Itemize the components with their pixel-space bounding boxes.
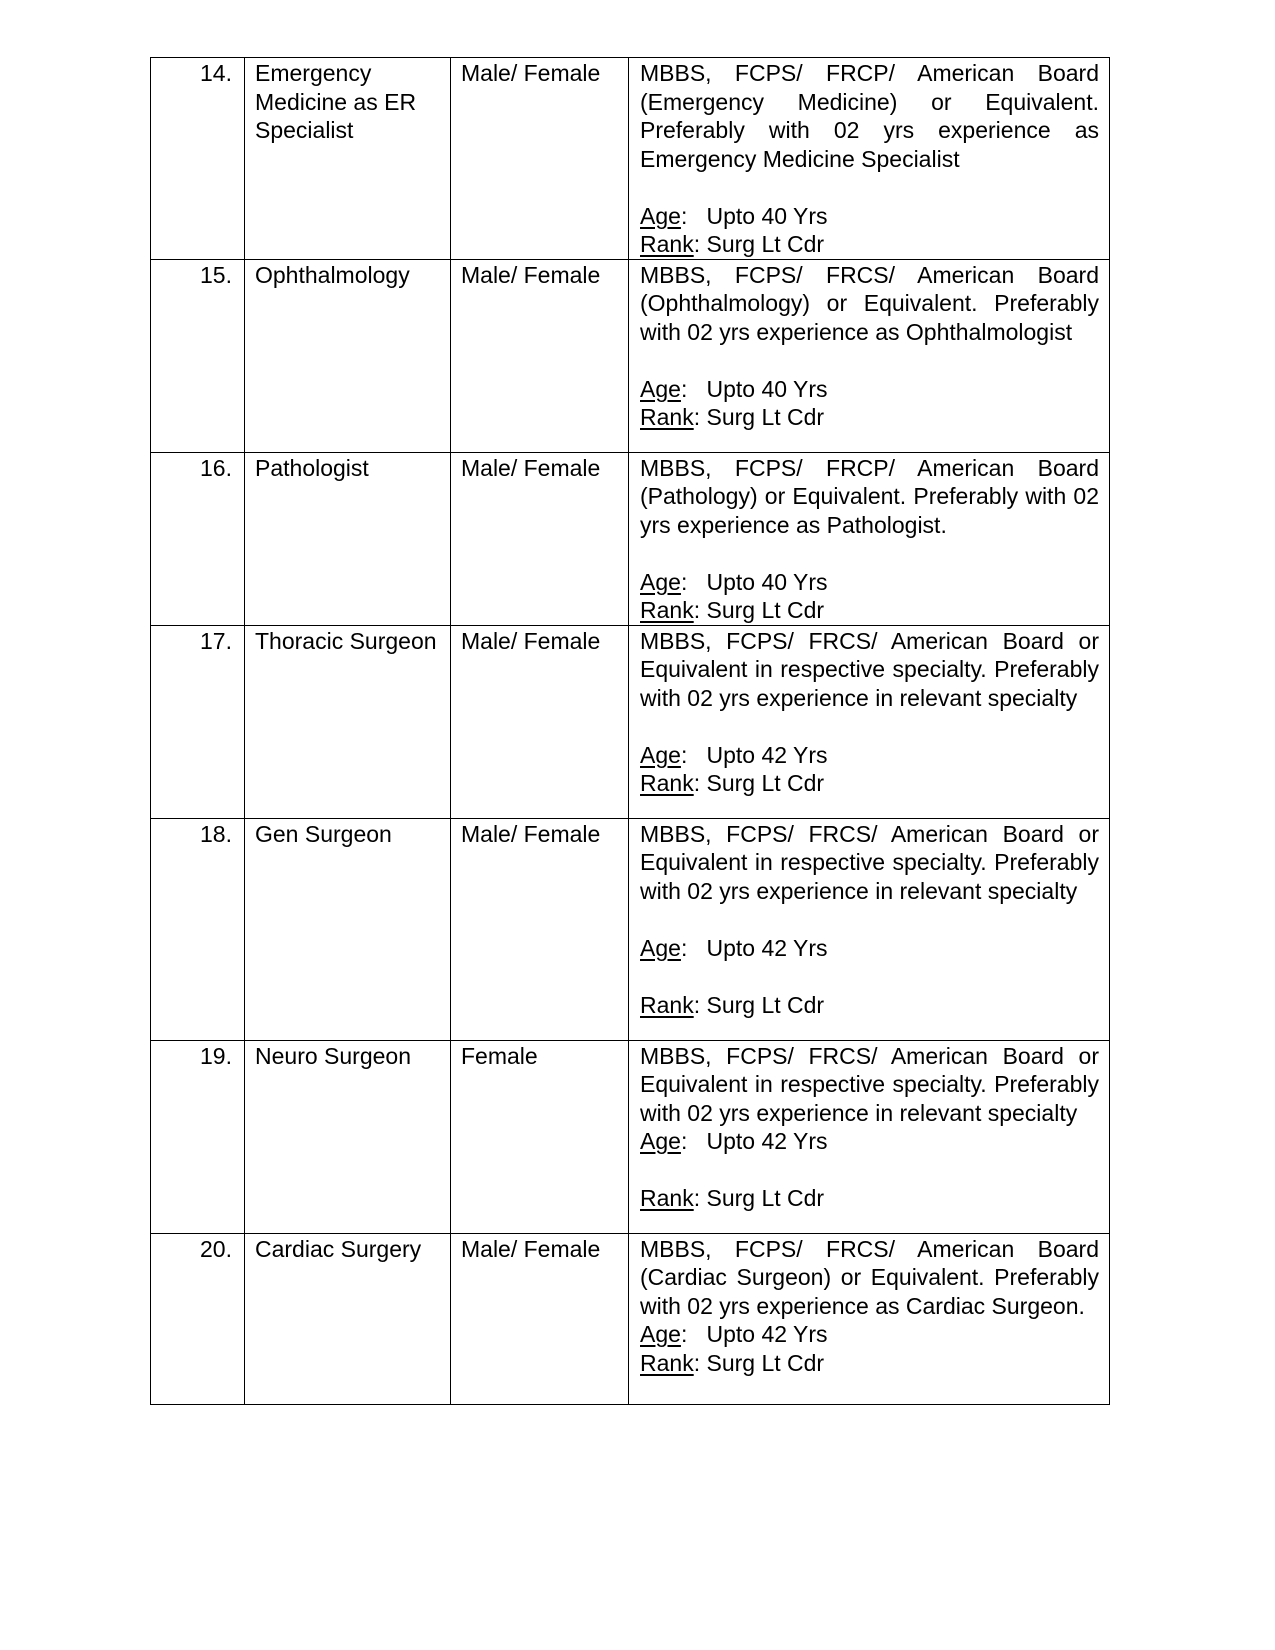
post-title: Thoracic Surgeon bbox=[245, 625, 451, 818]
gender: Female bbox=[451, 1040, 629, 1233]
qualification: MBBS, FCPS/ FRCS/ American Board (Cardiac Surgeon) or Equivalent. Preferably with 02 yrs experience as Cardiac Surgeon. bbox=[640, 1235, 1099, 1319]
rank-line: Rank: Surg Lt Cdr bbox=[640, 404, 825, 430]
gender: Male/ Female bbox=[451, 259, 629, 452]
rank-value: Surg Lt Cdr bbox=[706, 231, 825, 257]
post-title: Emergency Medicine as ER Specialist bbox=[245, 58, 451, 260]
table-row bbox=[151, 452, 1110, 625]
age-label: Age bbox=[640, 1321, 681, 1347]
serial-number: 17. bbox=[151, 625, 245, 818]
rank-value: Surg Lt Cdr bbox=[706, 597, 825, 623]
rank-line: Rank: Surg Lt Cdr bbox=[640, 991, 825, 1018]
serial-number: 20. bbox=[151, 1233, 245, 1404]
rank-label: Rank bbox=[640, 1349, 694, 1376]
rank-value: Surg Lt Cdr bbox=[706, 770, 825, 796]
requirements bbox=[629, 259, 1110, 452]
age-line: Age: Upto 40 Yrs bbox=[640, 375, 828, 402]
requirements bbox=[629, 58, 1110, 260]
table-row bbox=[151, 58, 1110, 260]
rank-label: Rank bbox=[640, 231, 694, 257]
age-label: Age bbox=[640, 934, 681, 961]
age-label: Age bbox=[640, 1128, 681, 1154]
qualification: MBBS, FCPS/ FRCP/ American Board (Emergency Medicine) or Equivalent. Preferably with 02 yrs experience as Emergency Medicine Specialist bbox=[640, 60, 1099, 172]
rank-label: Rank bbox=[640, 991, 694, 1018]
serial-number: 19. bbox=[151, 1040, 245, 1233]
rank-value: Surg Lt Cdr bbox=[706, 1349, 825, 1376]
age-value: Upto 40 Yrs bbox=[706, 568, 828, 595]
table-row bbox=[151, 625, 1110, 818]
post-title: Pathologist bbox=[245, 452, 451, 625]
rank-label: Rank bbox=[640, 597, 694, 623]
age-value: Upto 40 Yrs bbox=[706, 375, 828, 402]
age-value: Upto 42 Yrs bbox=[706, 741, 828, 768]
serial-number: 18. bbox=[151, 818, 245, 1040]
age-value: Upto 40 Yrs bbox=[706, 202, 828, 229]
rank-line: Rank: Surg Lt Cdr bbox=[640, 1185, 825, 1211]
age-line: Age: Upto 42 Yrs bbox=[640, 1321, 828, 1347]
gender: Male/ Female bbox=[451, 625, 629, 818]
gender: Male/ Female bbox=[451, 1233, 629, 1404]
table-row bbox=[151, 259, 1110, 452]
post-title: Cardiac Surgery bbox=[245, 1233, 451, 1404]
qualification: MBBS, FCPS/ FRCP/ American Board (Pathology) or Equivalent. Preferably with 02 yrs experience as Pathologist. bbox=[640, 454, 1099, 538]
requirements bbox=[629, 1040, 1110, 1233]
rank-label: Rank bbox=[640, 1185, 694, 1211]
post-title: Gen Surgeon bbox=[245, 818, 451, 1040]
serial-number: 16. bbox=[151, 452, 245, 625]
requirements bbox=[629, 1233, 1110, 1404]
rank-value: Surg Lt Cdr bbox=[706, 404, 825, 430]
requirements bbox=[629, 625, 1110, 818]
qualification: MBBS, FCPS/ FRCS/ American Board (Ophthalmology) or Equivalent. Preferably with 02 yrs experience as Ophthalmologist bbox=[640, 261, 1099, 345]
age-label: Age bbox=[640, 741, 681, 768]
age-label: Age bbox=[640, 568, 681, 595]
rank-value: Surg Lt Cdr bbox=[706, 991, 825, 1018]
table-row bbox=[151, 1040, 1110, 1233]
age-line: Age: Upto 40 Yrs bbox=[640, 568, 828, 595]
posts-table bbox=[150, 57, 1110, 1405]
rank-label: Rank bbox=[640, 404, 694, 430]
serial-number: 15. bbox=[151, 259, 245, 452]
age-value: Upto 42 Yrs bbox=[706, 934, 828, 961]
table-row bbox=[151, 818, 1110, 1040]
qualification: MBBS, FCPS/ FRCS/ American Board or Equivalent in respective specialty. Preferably with 02 yrs experience in relevant specialty bbox=[640, 820, 1099, 904]
rank-line: Rank: Surg Lt Cdr bbox=[640, 770, 825, 796]
table-row bbox=[151, 1233, 1110, 1404]
gender: Male/ Female bbox=[451, 452, 629, 625]
age-label: Age bbox=[640, 202, 681, 229]
age-value: Upto 42 Yrs bbox=[706, 1321, 828, 1347]
age-line: Age: Upto 42 Yrs bbox=[640, 934, 828, 961]
post-title: Neuro Surgeon bbox=[245, 1040, 451, 1233]
gender: Male/ Female bbox=[451, 58, 629, 260]
age-line: Age: Upto 40 Yrs bbox=[640, 202, 828, 229]
rank-value: Surg Lt Cdr bbox=[706, 1185, 825, 1211]
age-value: Upto 42 Yrs bbox=[706, 1128, 828, 1154]
age-line: Age: Upto 42 Yrs bbox=[640, 741, 828, 768]
age-label: Age bbox=[640, 375, 681, 402]
post-title: Ophthalmology bbox=[245, 259, 451, 452]
requirements bbox=[629, 818, 1110, 1040]
qualification: MBBS, FCPS/ FRCS/ American Board or Equivalent in respective specialty. Preferably with 02 yrs experience in relevant specialty bbox=[640, 1042, 1099, 1126]
rank-label: Rank bbox=[640, 770, 694, 796]
rank-line: Rank: Surg Lt Cdr bbox=[640, 231, 825, 257]
rank-line: Rank: Surg Lt Cdr bbox=[640, 597, 825, 623]
requirements bbox=[629, 452, 1110, 625]
rank-line: Rank: Surg Lt Cdr bbox=[640, 1349, 825, 1376]
serial-number: 14. bbox=[151, 58, 245, 260]
age-line: Age: Upto 42 Yrs bbox=[640, 1128, 828, 1154]
qualification: MBBS, FCPS/ FRCS/ American Board or Equivalent in respective specialty. Preferably with 02 yrs experience in relevant specialty bbox=[640, 627, 1099, 711]
gender: Male/ Female bbox=[451, 818, 629, 1040]
